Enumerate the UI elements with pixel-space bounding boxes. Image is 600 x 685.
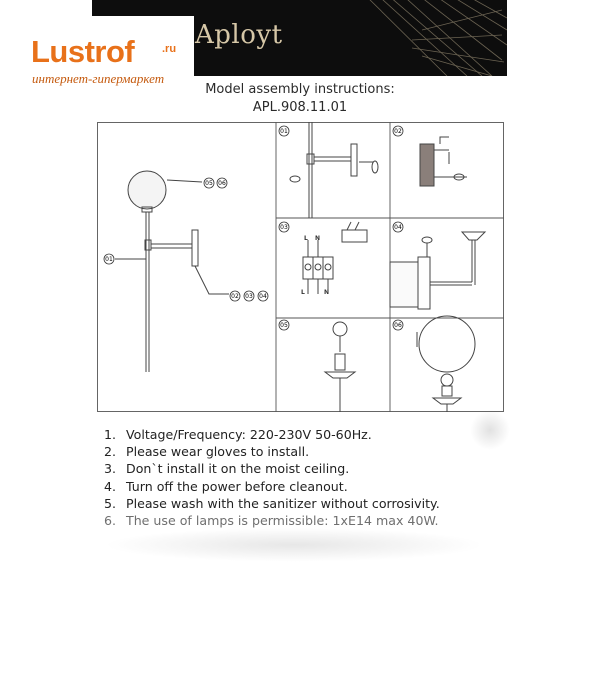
brand-name: Aployt — [195, 20, 283, 50]
logo-tagline: интернет-гипермаркет — [32, 71, 165, 86]
note-item: 1. Voltage/Frequency: 220-230V 50-60Hz. — [104, 427, 372, 442]
safety-notes — [104, 427, 440, 530]
wire-label-neutral: N — [315, 235, 321, 242]
callout: 04 — [259, 293, 267, 300]
svg-text:01: 01 — [280, 128, 288, 135]
note-item: 3. Don`t install it on the moist ceiling. — [104, 461, 350, 477]
assembly-diagram — [97, 122, 504, 412]
step-04-drawing — [390, 232, 485, 309]
wire-label-live: L — [304, 235, 308, 242]
diagram-frame — [98, 123, 504, 412]
page-title: Model assembly instructions: — [205, 82, 395, 97]
callout: 06 — [218, 180, 226, 187]
step-05-drawing — [325, 322, 355, 412]
svg-text:06: 06 — [394, 322, 402, 329]
wire-label-live: L — [301, 289, 305, 296]
svg-text:04: 04 — [394, 224, 402, 231]
callout: 03 — [245, 293, 253, 300]
step-06-drawing — [417, 316, 475, 412]
note-item: 2. Please wear gloves to install. — [104, 444, 310, 460]
logo-name: Lustrof — [31, 34, 135, 69]
model-number: APL.908.11.01 — [252, 100, 348, 115]
step-02-drawing — [420, 137, 467, 186]
callout: 02 — [231, 293, 239, 300]
store-logo — [14, 16, 194, 88]
callout: 01 — [105, 256, 113, 263]
overview-sconce — [115, 171, 229, 372]
step-01-drawing — [290, 122, 378, 218]
svg-text:03: 03 — [280, 224, 288, 231]
note-item: 5. Please wash with the sanitizer without corrosivity. — [104, 495, 440, 511]
svg-text:02: 02 — [394, 128, 402, 135]
callout: 05 — [205, 180, 213, 187]
svg-text:05: 05 — [280, 322, 288, 329]
scan-smudge — [470, 410, 510, 450]
note-item: 4. Turn off the power before cleanout. — [104, 478, 348, 494]
note-item: 6. The use of lamps is permissible: 1xE14 max 40W. — [104, 512, 439, 528]
logo-tld: .ru — [162, 43, 177, 55]
wire-label-neutral: N — [324, 289, 330, 296]
step-03-drawing — [303, 222, 367, 294]
scan-smudge — [104, 528, 484, 562]
